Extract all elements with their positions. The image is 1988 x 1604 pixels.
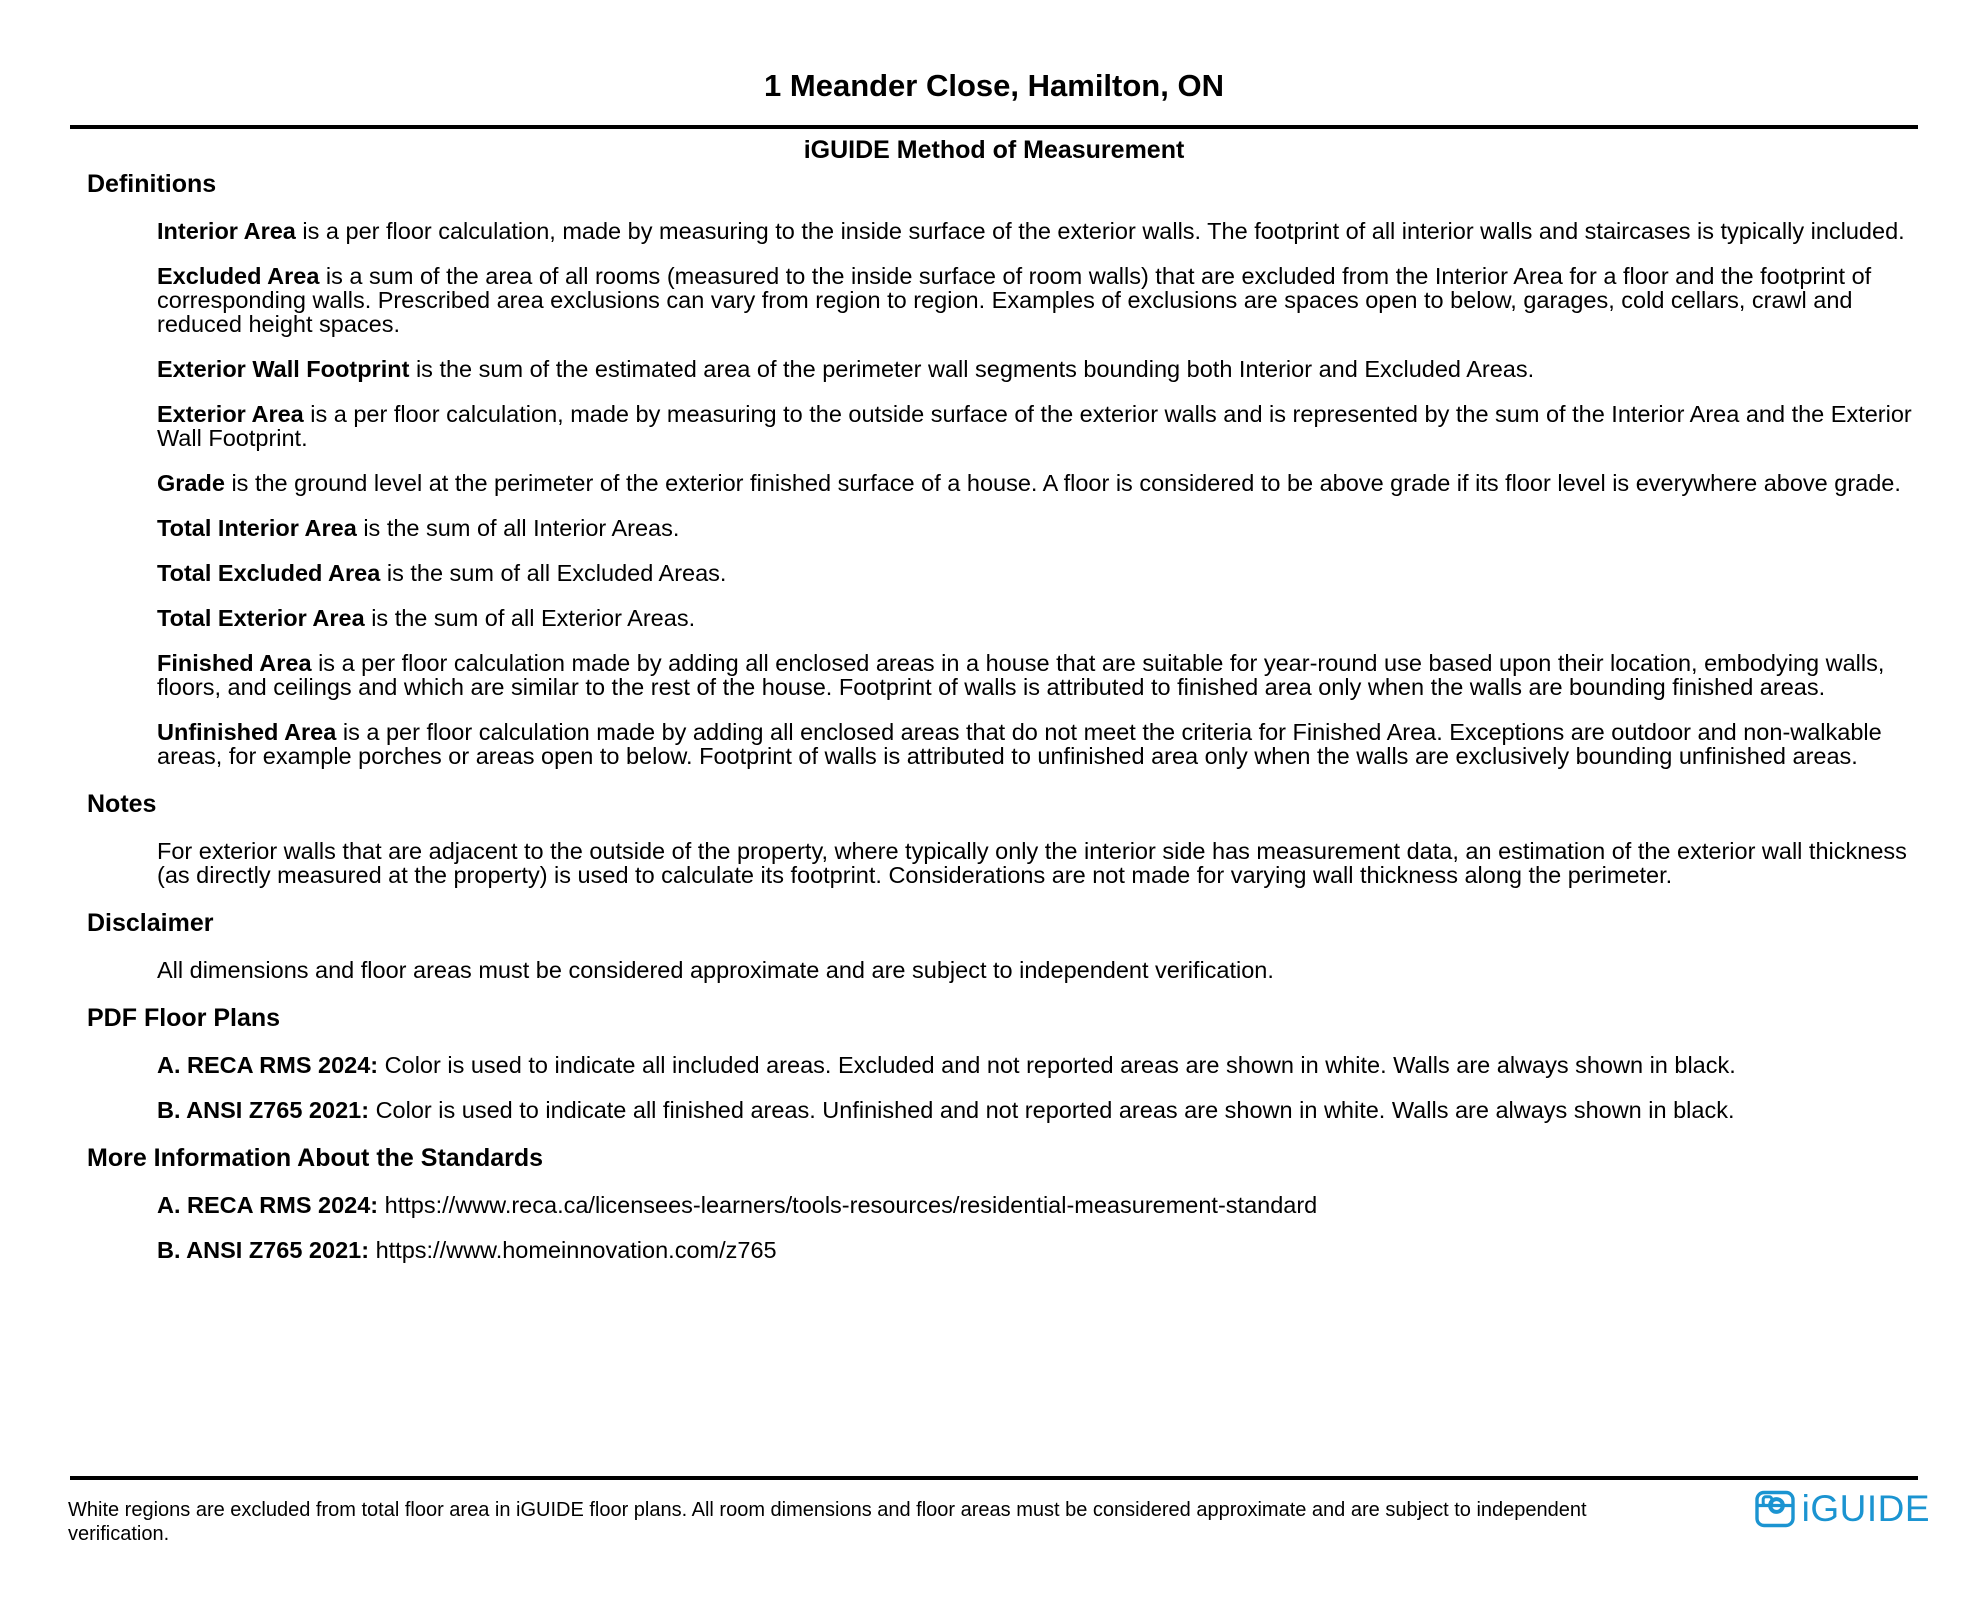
definition-text: is a sum of the area of all rooms (measured to the inside surface of room walls) that are excluded from the Interior Area for a floor and the footprint of corresponding walls. Prescribed area exclusions can vary from region to region. Examples of exclusions are spaces open to below, garages, cold cellars, crawl and reduced height spaces. — [157, 263, 1872, 337]
iguide-logo — [1755, 1490, 1930, 1528]
definition-text: is a per floor calculation made by adding all enclosed areas in a house that are suitable for year-round use based upon their location, embodying walls, floors, and ceilings and which are similar to the rest of the house. Footprint of walls is attributed to finished area only when the walls are bounding finished areas. — [157, 650, 1885, 700]
standard-label: A. RECA RMS 2024: — [157, 1052, 379, 1078]
definition-term: Excluded Area — [157, 263, 320, 289]
definition-exterior-wall-footprint — [157, 357, 1930, 381]
definition-text: is the sum of all Interior Areas. — [363, 515, 680, 541]
standard-label: B. ANSI Z765 2021: — [157, 1237, 370, 1263]
standard-label: A. RECA RMS 2024: — [157, 1192, 379, 1218]
definition-text: is a per floor calculation, made by measuring to the inside surface of the exterior walls. The footprint of all interior walls and staircases is typically included. — [302, 218, 1905, 244]
definition-term: Unfinished Area — [157, 719, 337, 745]
document-body — [0, 169, 1988, 1262]
definition-term: Total Excluded Area — [157, 560, 381, 586]
pdf-floor-plans-item-reca — [157, 1053, 1930, 1077]
definition-text: is a per floor calculation made by adding all enclosed areas that do not meet the criteria for Finished Area. Exceptions are outdoor and non-walkable areas, for example porches or areas open to below. Footprint of walls is attributed to unfinished area only when the walls are exclusively bounding unfinished areas. — [157, 719, 1882, 769]
disclaimer-paragraph: All dimensions and floor areas must be considered approximate and are subject to independent verification. — [157, 957, 1274, 983]
page-header — [0, 68, 1988, 165]
definition-term: Total Interior Area — [157, 515, 357, 541]
standard-text: Color is used to indicate all included areas. Excluded and not reported areas are shown in white. Walls are always shown in black. — [384, 1052, 1736, 1078]
standard-text: Color is used to indicate all finished areas. Unfinished and not reported areas are shown in white. Walls are always shown in black. — [375, 1097, 1735, 1123]
definition-exterior-area — [157, 402, 1930, 450]
header-rule — [70, 125, 1918, 129]
notes-paragraph: For exterior walls that are adjacent to the outside of the property, where typically only the interior side has measurement data, an estimation of the exterior wall thickness (as directly measured at the property) is used to calculate its footprint. Considerations are not made for varying wall thickness along the perimeter. — [157, 838, 1907, 888]
standard-label: B. ANSI Z765 2021: — [157, 1097, 370, 1123]
definition-unfinished-area — [157, 720, 1930, 768]
definition-term: Exterior Area — [157, 401, 304, 427]
definition-term: Grade — [157, 470, 225, 496]
more-information-item-reca — [157, 1193, 1930, 1217]
definition-interior-area — [157, 219, 1930, 243]
definition-text: is a per floor calculation, made by measuring to the outside surface of the exterior walls and is represented by the sum of the Interior Area and the Exterior Wall Footprint. — [157, 401, 1912, 451]
page-subtitle: iGUIDE Method of Measurement — [803, 136, 1185, 164]
definition-text: is the sum of all Excluded Areas. — [386, 560, 727, 586]
notes-heading: Notes — [87, 790, 157, 818]
definition-term: Total Exterior Area — [157, 605, 365, 631]
definition-text: is the ground level at the perimeter of the exterior finished surface of a house. A floor is considered to be above grade if its floor level is everywhere above grade. — [231, 470, 1901, 496]
definition-finished-area — [157, 651, 1930, 699]
definition-term: Interior Area — [157, 218, 296, 244]
ansi-z765-link[interactable]: https://www.homeinnovation.com/z765 — [375, 1237, 777, 1263]
property-address-title: 1 Meander Close, Hamilton, ON — [764, 68, 1224, 103]
definition-term: Exterior Wall Footprint — [157, 356, 410, 382]
definition-excluded-area — [157, 264, 1930, 336]
disclaimer-heading: Disclaimer — [87, 909, 214, 937]
pdf-floor-plans-item-ansi — [157, 1098, 1930, 1122]
definition-text: is the sum of the estimated area of the perimeter wall segments bounding both Interior and Excluded Areas. — [415, 356, 1535, 382]
iguide-logo-text: iGUIDE — [1801, 1488, 1930, 1529]
definition-grade — [157, 471, 1930, 495]
more-information-item-ansi — [157, 1238, 1930, 1262]
footer-rule — [70, 1476, 1918, 1480]
definitions-heading: Definitions — [87, 170, 217, 198]
footer-row — [68, 1488, 1930, 1546]
pdf-floor-plans-heading: PDF Floor Plans — [87, 1004, 281, 1032]
definition-total-exterior-area — [157, 606, 1930, 630]
footer-disclaimer-note: White regions are excluded from total floor area in iGUIDE floor plans. All room dimensions and floor areas must be considered approximate and are subject to independent verification. — [68, 1499, 1587, 1545]
more-information-heading: More Information About the Standards — [87, 1144, 544, 1172]
document-page — [0, 68, 1988, 1604]
definition-text: is the sum of all Exterior Areas. — [371, 605, 696, 631]
iguide-camera-icon — [1755, 1490, 1795, 1528]
reca-rms-link[interactable]: https://www.reca.ca/licensees-learners/tools-resources/residential-measurement-standard — [384, 1192, 1318, 1218]
definition-total-interior-area — [157, 516, 1930, 540]
definition-total-excluded-area — [157, 561, 1930, 585]
definition-term: Finished Area — [157, 650, 312, 676]
